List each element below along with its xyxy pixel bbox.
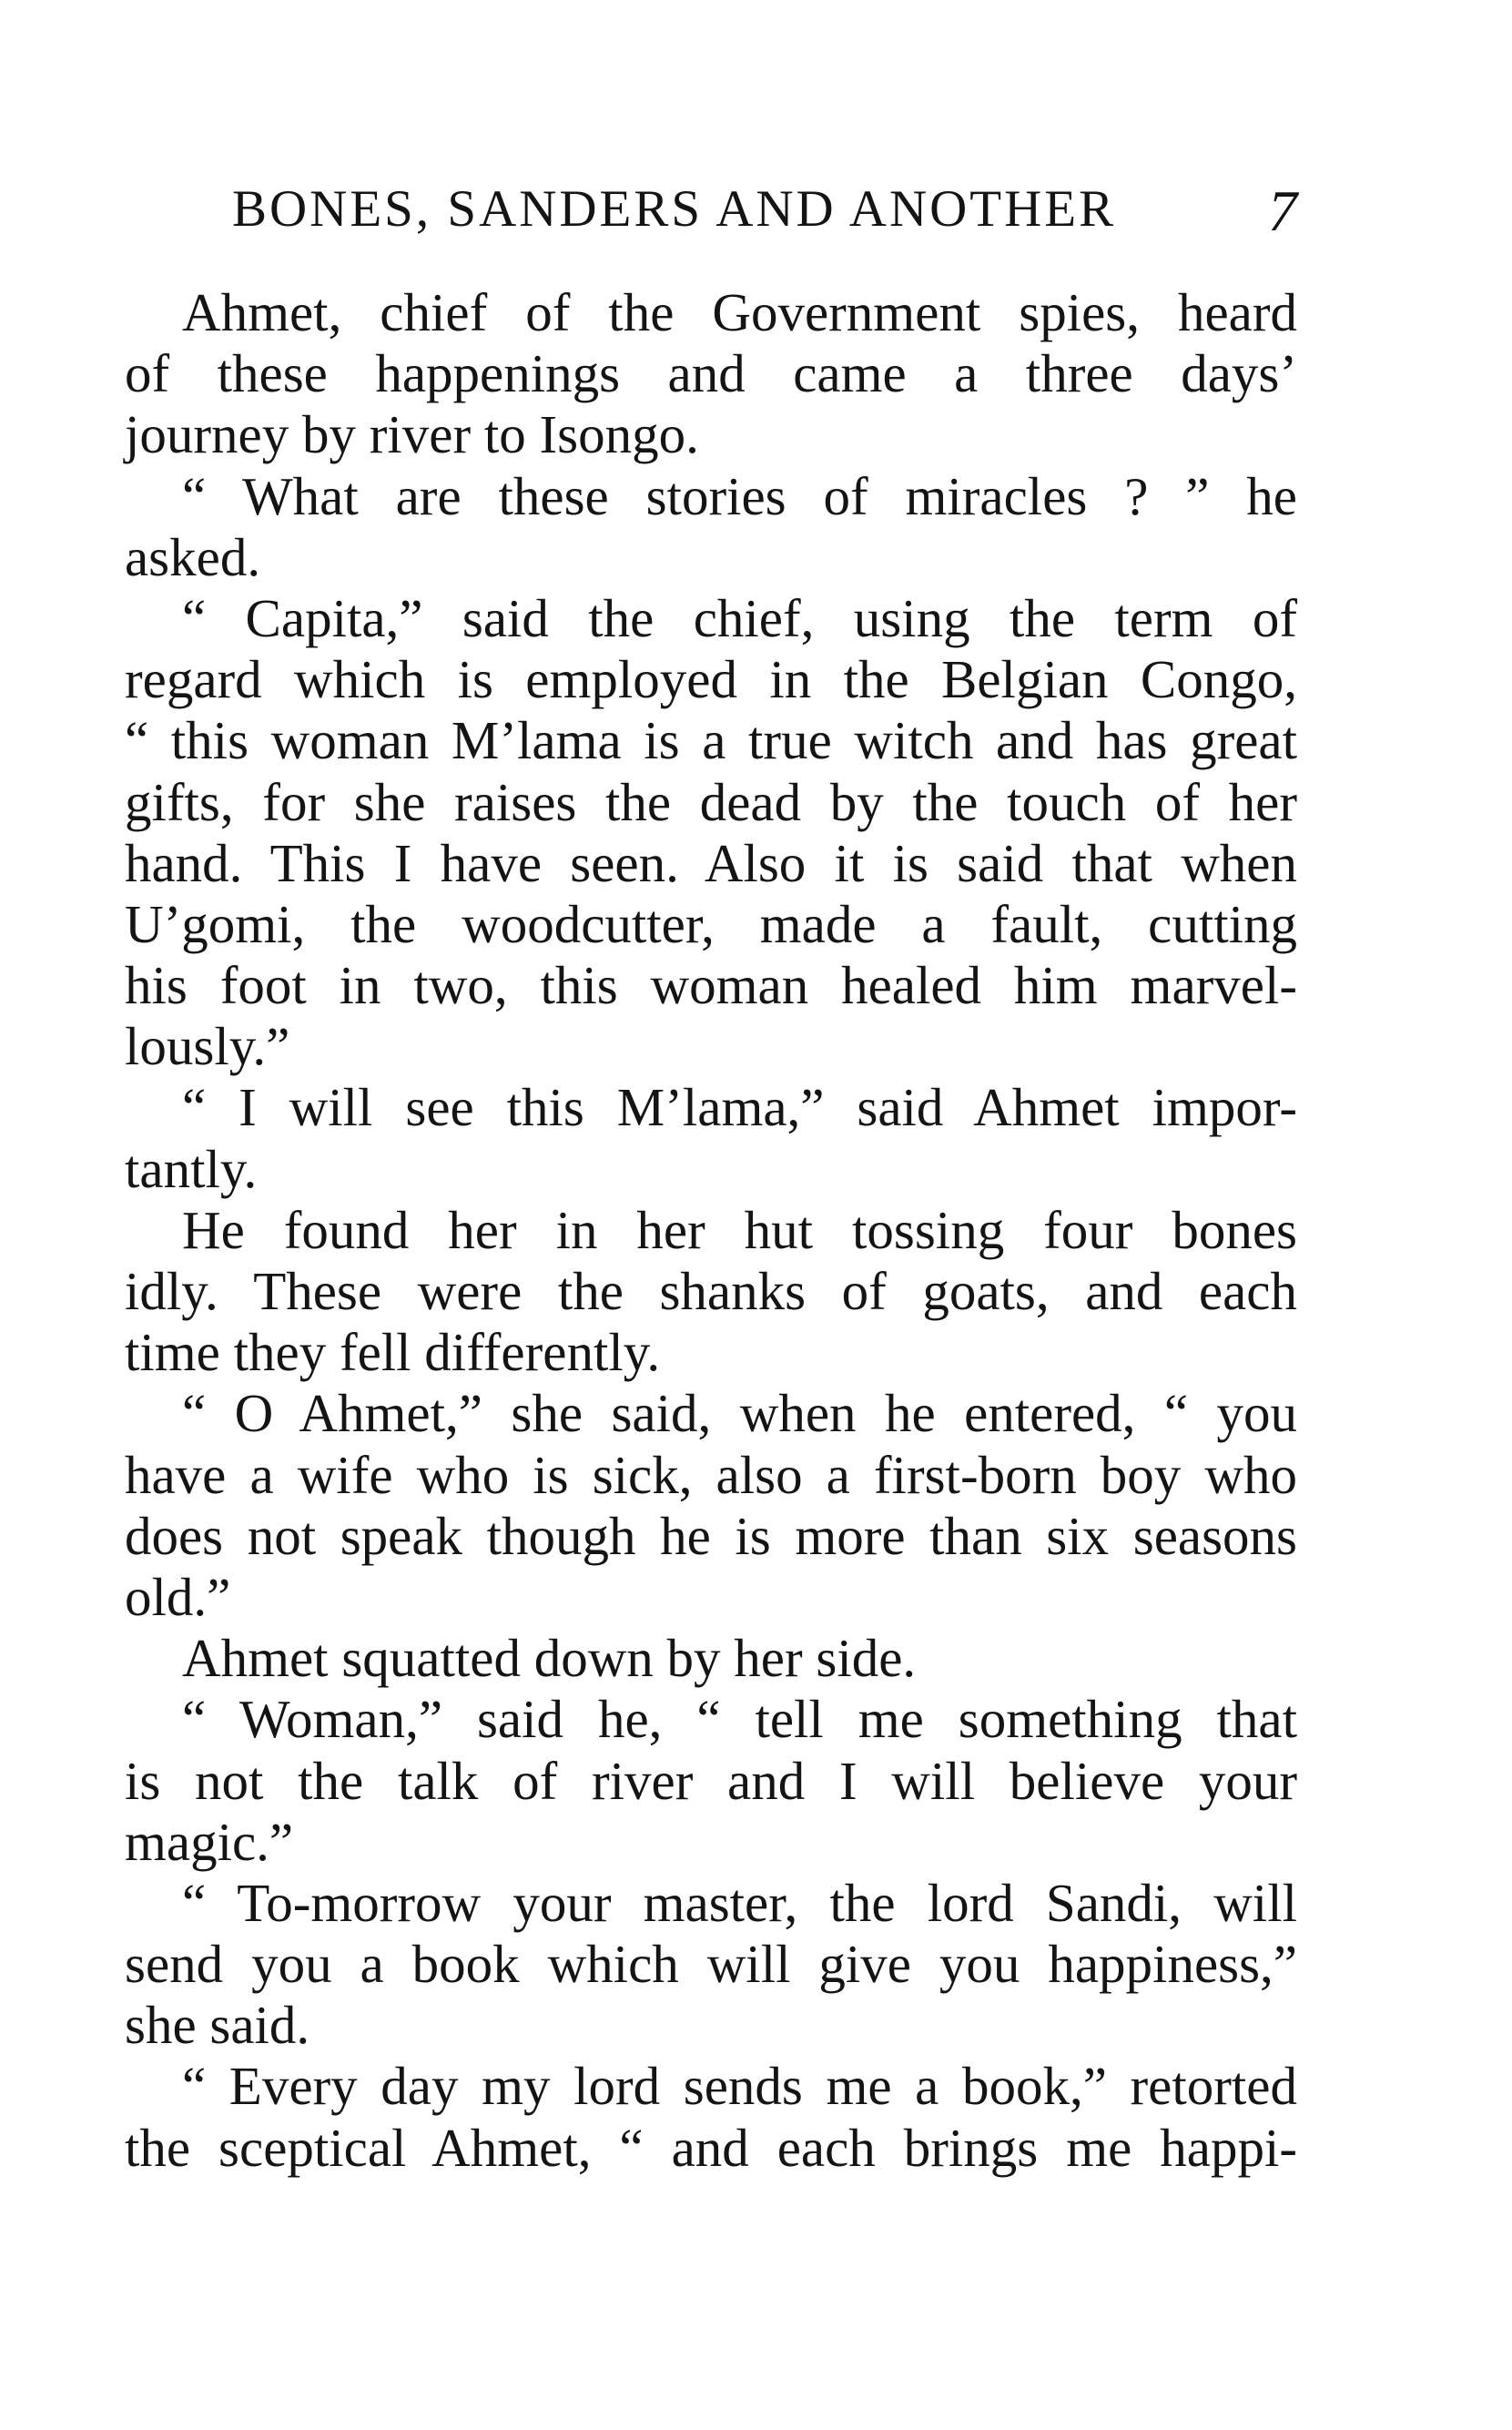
text-line: time they fell differently. [125, 1322, 661, 1383]
text-line: He found her in her hut tossing four bones [182, 1199, 1297, 1260]
text-line: have a wife who is sick, also a first-born boy who [125, 1444, 1297, 1505]
text-line: tantly. [125, 1138, 258, 1199]
page-number: 7 [1268, 178, 1297, 243]
text-line: “ Capita,” said the chief, using the term of [182, 587, 1297, 648]
text-line: send you a book which will give you happiness,” [125, 1934, 1297, 1995]
running-title: BONES, SANDERS AND ANOTHER [232, 180, 1117, 238]
text-line: asked. [125, 526, 261, 587]
text-line: “ Every day my lord sends me a book,” retorted [182, 2056, 1297, 2117]
text-line: the sceptical Ahmet, “ and each brings me happi- [125, 2117, 1297, 2178]
text-line: “ I will see this M’lama,” said Ahmet impor- [182, 1077, 1297, 1138]
text-line: “ Woman,” said he, “ tell me something that [182, 1689, 1297, 1750]
text-line: of these happenings and came a three days’ [125, 343, 1297, 404]
text-line: she said. [125, 1995, 310, 2056]
body-text [125, 282, 1297, 2179]
text-line: journey by river to Isongo. [125, 404, 699, 465]
text-line: “ What are these stories of miracles ? ” he [182, 465, 1297, 526]
text-line: “ this woman M’lama is a true witch and has great [125, 710, 1297, 771]
text-line: is not the talk of river and I will believe your [125, 1750, 1297, 1811]
text-line: magic.” [125, 1811, 294, 1872]
text-line: does not speak though he is more than six seasons [125, 1505, 1297, 1566]
text-line: Ahmet, chief of the Government spies, heard [182, 282, 1297, 342]
text-line: gifts, for she raises the dead by the touch of her [125, 771, 1297, 832]
text-line: lously.” [125, 1016, 290, 1077]
text-line: regard which is employed in the Belgian Congo, [125, 649, 1297, 710]
text-line: “ O Ahmet,” she said, when he entered, “ you [182, 1383, 1297, 1444]
text-line: U’gomi, the woodcutter, made a fault, cutting [125, 893, 1297, 954]
page-header [232, 173, 1297, 246]
text-line: old.” [125, 1566, 231, 1627]
text-line: his foot in two, this woman healed him marvel- [125, 955, 1297, 1016]
text-line: hand. This I have seen. Also it is said that when [125, 832, 1297, 893]
text-line: Ahmet squatted down by her side. [182, 1628, 917, 1689]
text-line: “ To-morrow your master, the lord Sandi, will [182, 1872, 1297, 1933]
text-line: idly. These were the shanks of goats, and each [125, 1261, 1297, 1321]
